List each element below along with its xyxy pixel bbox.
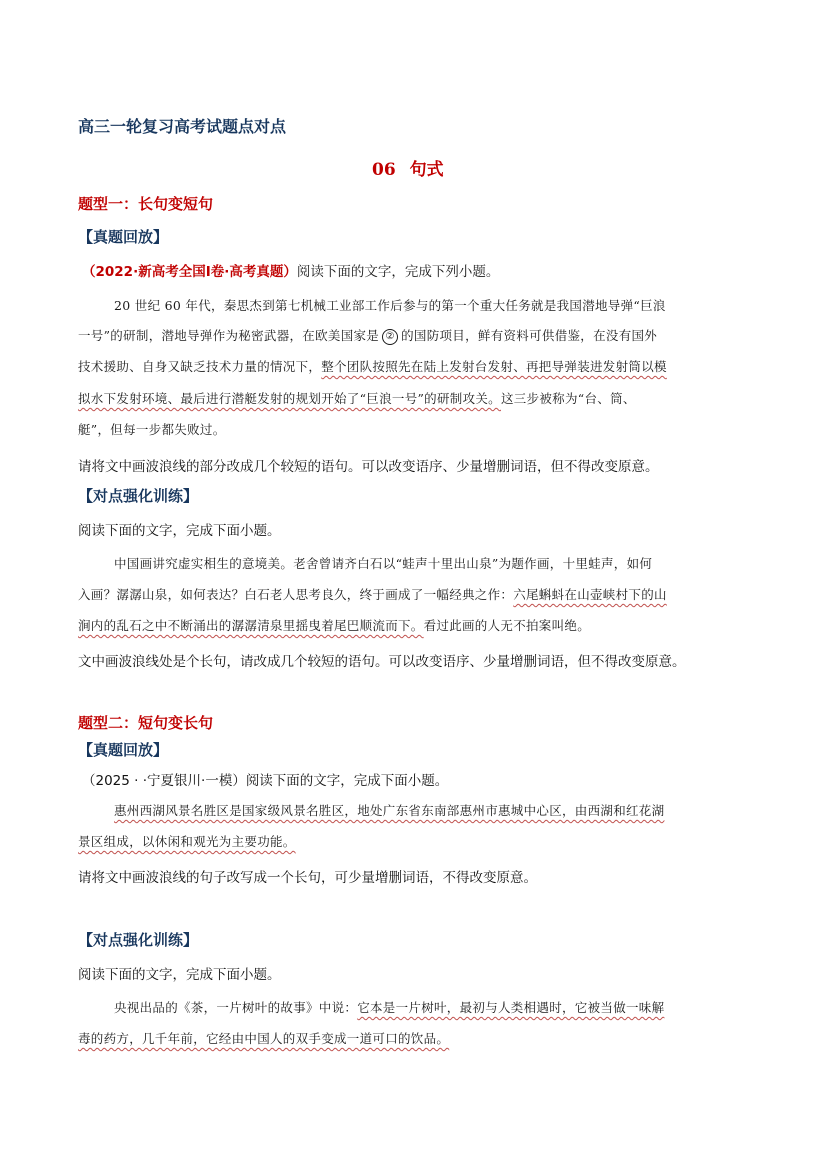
wavy-underline-text: 拟水下发射环境、最后进行潜艇发射的规划开始了“巨浪一号”的研制攻关。 — [78, 391, 501, 406]
section2-training-instruction: 阅读下面的文字，完成下面小题。 — [78, 967, 281, 983]
section2-source: （2025 · ·宁夏银川·一模）阅读下面的文字，完成下面小题。 — [82, 773, 449, 789]
section1-heading: 题型一：长句变短句 — [78, 195, 214, 213]
wavy-underline-text: 涧内的乱石之中不断涌出的潺潺清泉里摇曳着尾巴顺流而下。 — [78, 618, 424, 633]
passage3-line — [114, 801, 664, 819]
passage1-line: 技术援助、自身又缺乏技术力量的情况下，整个团队按照先在陆上发射台发射、再把导弹装进发射筒以模 — [78, 359, 667, 374]
document-title: 高三一轮复习高考试题点对点 — [78, 117, 287, 136]
passage4-line: 央视出品的《茶，一片树叶的故事》中说：它本是一片树叶，最初与人类相遇时，它被当做一味解 — [114, 1000, 665, 1015]
chapter-name: 句式 — [409, 160, 444, 180]
section2-training-tag: 【对点强化训练】 — [78, 931, 199, 949]
wavy-underline-text: 整个团队按照先在陆上发射台发射、再把导弹装进发射筒以模 — [321, 359, 667, 374]
wavy-underline-text: 景区组成，以休闲和观光为主要功能。 — [78, 834, 296, 849]
passage2-line: 入画？潺潺山泉，如何表达？白石老人思考良久，终于画成了一幅经典之作：六尾蝌蚪在山壶峡村下的山 — [78, 587, 667, 602]
section1-source-label: （2022·新高考全国Ⅰ卷·高考真题） — [82, 264, 297, 280]
section1-real-exam-tag: 【真题回放】 — [78, 228, 169, 246]
section1-source-instruction: 阅读下面的文字，完成下列小题。 — [296, 264, 500, 280]
wavy-underline-text: 毒的药方，几千年前，它经由中国人的双手变成一道可口的饮品。 — [78, 1031, 450, 1046]
passage2-line: 中国画讲究虚实相生的意境美。老舍曾请齐白石以“蛙声十里出山泉”为题作画，十里蛙声，如何 — [114, 556, 653, 571]
chapter-number: 06 — [372, 160, 396, 180]
section1-training-question: 文中画波浪线处是个长句，请改成几个较短的语句。可以改变语序、少量增删词语，但不得改变原意。 — [78, 654, 686, 670]
section1-training-tag: 【对点强化训练】 — [78, 487, 199, 505]
section2-question: 请将文中画波浪线的句子改写成一个长句，可少量增删词语，不得改变原意。 — [78, 870, 537, 886]
section2-real-exam-tag: 【真题回放】 — [78, 741, 169, 759]
section2-heading: 题型二：短句变长句 — [78, 714, 214, 732]
section1-source — [82, 260, 499, 280]
passage1-line: 20 世纪 60 年代，秦思杰到第七机械工业部工作后参与的第一个重大任务就是我国潜地导弹“巨浪 — [114, 298, 666, 313]
passage2-line: 涧内的乱石之中不断涌出的潺潺清泉里摇曳着尾巴顺流而下。看过此画的人无不拍案叫绝。 — [78, 618, 591, 633]
wavy-underline-text: 它本是一片树叶，最初与人类相遇时，它被当做一味解 — [357, 1000, 665, 1015]
wavy-underline-text: 六尾蝌蚪在山壶峡村下的山 — [513, 587, 667, 602]
passage3-line — [78, 832, 296, 850]
section1-question: 请将文中画波浪线的部分改成几个较短的语句。可以改变语序、少量增删词语，但不得改变原意。 — [78, 459, 659, 475]
blank-marker: ② — [382, 329, 398, 345]
section1-training-instruction: 阅读下面的文字，完成下面小题。 — [78, 523, 281, 539]
passage4-line — [78, 1029, 449, 1047]
passage1-line: 一号”的研制，潜地导弹作为秘密武器，在欧美国家是 ② 的国防项目，鲜有资料可供借鉴，在没有国外 — [78, 328, 658, 343]
wavy-underline-text: 惠州西湖风景名胜区是国家级风景名胜区，地处广东省东南部惠州市惠城中心区，由西湖和红花湖 — [114, 803, 665, 818]
passage1-line: 拟水下发射环境、最后进行潜艇发射的规划开始了“巨浪一号”的研制攻关。这三步被称为“台、筒、 — [78, 391, 636, 406]
chapter-title — [372, 155, 444, 180]
passage1-line: 艇”，但每一步都失败过。 — [78, 422, 226, 437]
